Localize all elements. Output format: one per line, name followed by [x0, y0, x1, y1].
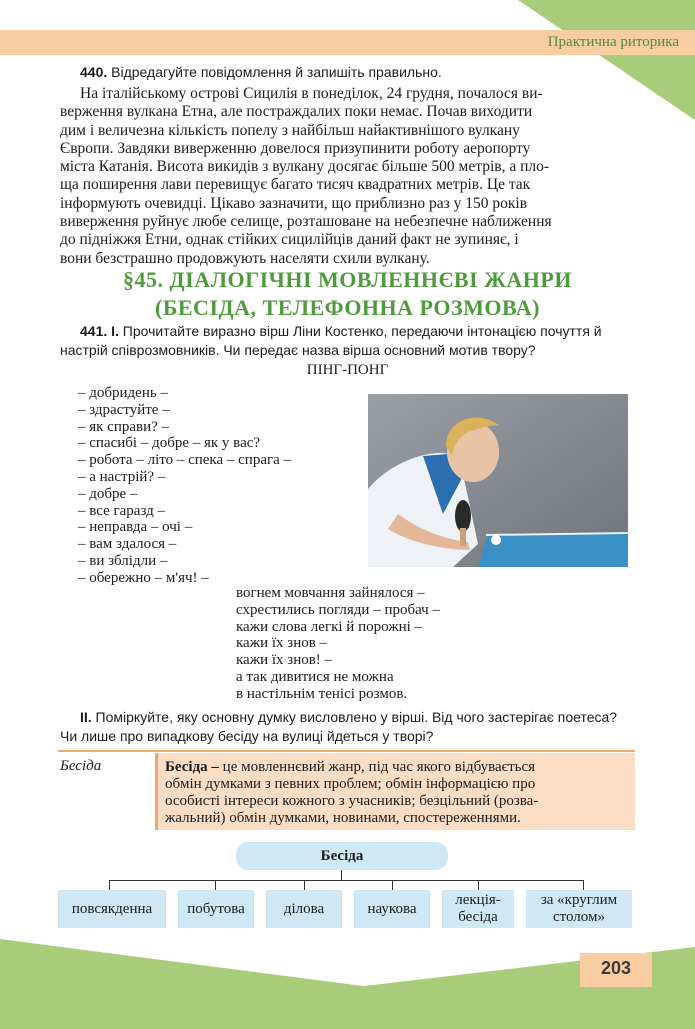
poem-right-column — [236, 585, 440, 703]
exercise-440-line: На італійському острові Сицилія в понеділок, 24 грудня, почалося ви- — [80, 85, 543, 102]
exercise-440-line: верження вулкана Етна, але постраждалих поки немає. Почав виходити — [60, 103, 533, 121]
poem-line: а так дивитися не можна — [236, 668, 394, 685]
exercise-440-line: Європи. Завдяки виверженню довелося призупинити роботу аеропорту — [60, 139, 531, 157]
exercise-440-line: ща поширення лави перевищує багато тисяч квадратних метрів. Це так — [60, 176, 531, 194]
poem-line: в настільнім тенісі розмов. — [236, 685, 408, 702]
diagram-connector — [341, 870, 342, 880]
poem-line: – обережно – м'яч! – — [78, 569, 209, 586]
poem-line: кажи їх знов – — [236, 635, 328, 652]
exercise-440-text — [60, 85, 635, 268]
poem-line: – добридень – — [78, 385, 168, 401]
poem-line: – добре – — [78, 485, 138, 502]
exercise-440-number: 440. — [80, 64, 108, 80]
definition-term: Бесіда – — [165, 759, 219, 775]
diagram-connector — [583, 880, 584, 890]
section-title — [0, 266, 695, 322]
definition-margin-label: Бесіда — [60, 758, 102, 774]
exercise-441-instruction-1: Прочитайте виразно вірш Ліни Костенко, передаючи інтонацією почуття й — [118, 323, 602, 339]
exercise-440-line: виверження руйнує любе селище, розташоване на небезпечне наближення — [60, 213, 552, 231]
diagram-node-business: ділова — [266, 890, 342, 928]
diagram-node-everyday: повсякденна — [58, 890, 166, 928]
exercise-440-task — [80, 63, 442, 82]
poem-line: – здрастуйте – — [78, 401, 170, 418]
section-title-line-2: (БЕСІДА, ТЕЛЕФОННА РОЗМОВА) — [155, 295, 540, 320]
diagram-root-node: Бесіда — [236, 842, 448, 870]
definition-text — [165, 759, 625, 827]
definition-line: жальний) обмін думками, новинами, спостереженнями. — [165, 810, 521, 826]
definition-line: особисті інтереси кожного з учасників; безцільний (розва- — [165, 793, 539, 809]
exercise-440-line: до підніжжя Етни, однак стійких сицилійців даний факт не зупиняє, і — [60, 231, 519, 249]
definition-line: обмін думками з певних проблем; обмін інформацією про — [165, 776, 536, 792]
exercise-441-part-2 — [80, 708, 617, 727]
exercise-441-part-2-line-1: Поміркуйте, яку основну думку висловлено у вірші. Від чого застерігає поетеса? — [91, 709, 618, 725]
diagram-connector — [215, 880, 216, 890]
diagram-connector — [109, 880, 110, 890]
diagram-connector — [109, 880, 583, 881]
poem-line: – спасибі – добре – як у вас? — [78, 435, 261, 452]
page-number: 203 — [600, 958, 632, 978]
diagram-connector — [304, 880, 305, 890]
exercise-440-line: дим і величезна кількість попелу з найбільш найактивнішого вулкану — [60, 121, 520, 139]
section-title-line-1: §45. ДІАЛОГІЧНІ МОВЛЕННЄВІ ЖАНРИ — [123, 267, 572, 292]
exercise-441-task — [80, 322, 640, 341]
poem-line: – а настрій? – — [78, 468, 166, 485]
boy-with-paddle-illustration — [368, 394, 628, 567]
diagram-node-household: побутова — [178, 890, 254, 928]
poem-title: ПІНГ-ПОНГ — [306, 362, 389, 378]
exercise-440-line: інформують очевидці. Цікаво зазначити, що приблизно раз у 150 років — [60, 194, 528, 212]
diagram-node-lecture: лекція-бесіда — [442, 890, 514, 928]
poem-line: кажи їх знов! – — [236, 652, 333, 669]
exercise-440-line: вони безстрашно продовжують населяти схили вулкану. — [60, 249, 430, 267]
diagram-node-scientific: наукова — [354, 890, 430, 928]
ping-pong-photo — [368, 394, 628, 567]
poem-line: схрестились погляди – пробач – — [236, 601, 440, 618]
diagram-connector — [478, 880, 479, 890]
poem-line: – неправда – очі – — [78, 519, 193, 536]
exercise-441-number: 441. І. — [80, 323, 119, 339]
exercise-441-part-2-line-2: Чи лише про випадкову бесіду на вулиці йдеться у творі? — [60, 728, 434, 744]
running-header: Практична риторика — [547, 34, 679, 50]
poem-line: кажи слова легкі й порожні – — [236, 618, 423, 635]
poem-left-column — [78, 385, 291, 587]
poem-line: – як справи? – — [78, 418, 170, 435]
poem-line: – все гаразд – — [78, 502, 165, 519]
definition-divider — [58, 750, 635, 752]
exercise-440-line: міста Катанія. Висота викидів з вулкану досягає більше 500 метрів, а пло- — [60, 158, 550, 176]
exercise-441-instruction-2: настрій співрозмовників. Чи передає назва вірша основний мотив твору? — [60, 342, 536, 358]
poem-line: – робота – літо – спека – спрага – — [78, 452, 292, 469]
exercise-441-part-2-number: ІІ. — [80, 709, 92, 725]
poem-line: вогнем мовчання зайнялося – — [236, 585, 425, 601]
definition-line: це мовленнєвий жанр, під час якого відбувається — [218, 759, 536, 775]
poem-line: – вам здалося – — [78, 536, 177, 553]
diagram-node-round-table: за «круглим столом» — [526, 890, 632, 928]
diagram-connector — [392, 880, 393, 890]
exercise-440-instruction: Відредагуйте повідомлення й запишіть правильно. — [107, 64, 442, 80]
poem-line: – ви зблідли – — [78, 552, 168, 569]
